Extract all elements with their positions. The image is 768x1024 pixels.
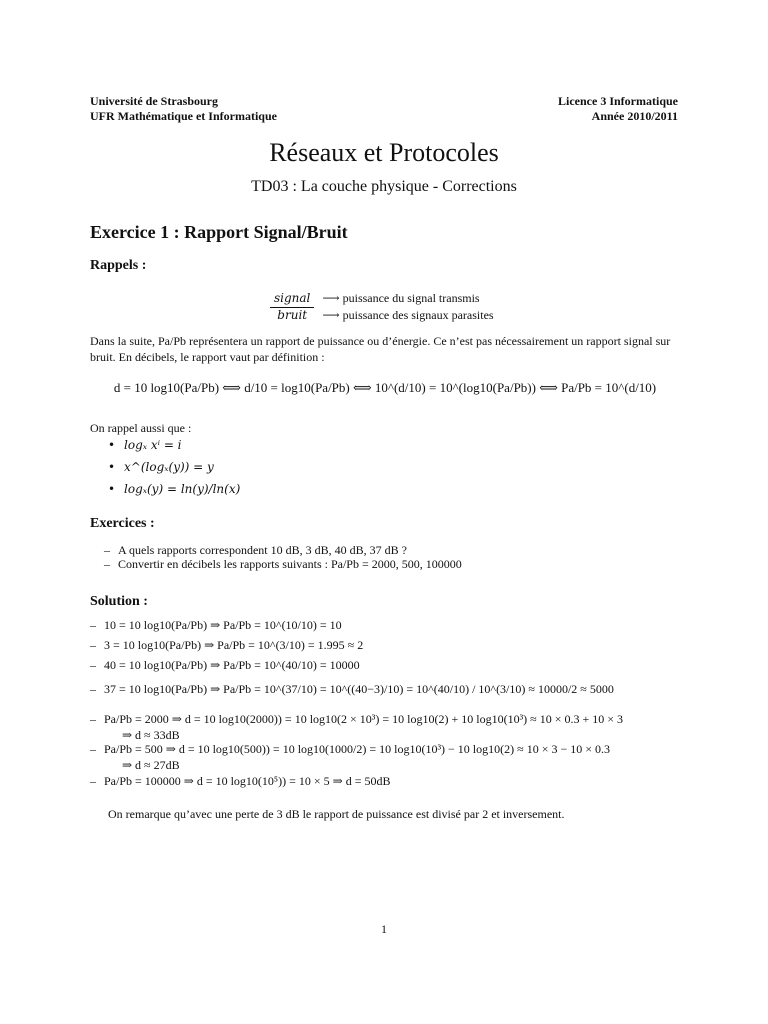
university-name: Université de Strasbourg [90,94,218,108]
rappels-heading: Rappels : [90,258,147,273]
solution-item: – 3 = 10 log10(Pa/Pb) ⇒ Pa/Pb = 10^(3/10) = 1.995 ≈ 2 [104,638,363,653]
exercise-title: Exercice 1 : Rapport Signal/Bruit [90,222,348,242]
document-title: Réseaux et Protocoles [269,138,499,167]
remark-paragraph: On remarque qu’avec une perte de 3 dB le rapport de puissance est divisé par 2 et inversement. [108,807,565,821]
denominator-description: ⟶ puissance des signaux parasites [322,308,494,322]
intro-paragraph: Dans la suite, Pa/Pb représentera un rapport de puissance ou d’énergie. Ce n’est pas nécessairement un rapport signal sur bruit. En décibels, le rapport vaut par définition : [90,334,671,364]
log-rule: • logₓ xⁱ = i [106,438,240,460]
academic-year: Année 2010/2011 [591,109,678,123]
solution-item: – Pa/Pb = 2000 ⇒ d = 10 log10(2000)) = 10 log10(2 × 10³) = 10 log10(2) + 10 log10(10³) ≈ 10 × 0.3 + 10 × 3 [104,712,623,727]
question-item: – Convertir en décibels les rapports suivants : Pa/Pb = 2000, 500, 100000 [104,557,684,571]
question-list [104,543,684,571]
department-name: UFR Mathématique et Informatique [90,109,277,123]
numerator-description: ⟶ puissance du signal transmis [322,291,480,305]
header-left [90,94,277,124]
log-rules-list [106,438,240,504]
signal-bruit-definition [270,291,494,324]
decibel-definition: d = 10 log10(Pa/Pb) ⟺ d/10 = log10(Pa/Pb) ⟺ 10^(d/10) = 10^(log10(Pa/Pb)) ⟺ Pa/Pb = 10^(d/10) [113,380,657,395]
log-rule: • x^(logₓ(y)) = y [106,460,240,482]
fraction-numerator: signal [270,291,314,308]
course-level: Licence 3 Informatique [558,94,678,108]
solution-result: ⇒ d ≈ 33dB [122,728,180,742]
solution-item: – 40 = 10 log10(Pa/Pb) ⇒ Pa/Pb = 10^(40/10) = 10000 [104,658,360,673]
document-subtitle: TD03 : La couche physique - Corrections [251,178,517,195]
header-right [558,94,678,124]
log-rule: • logₓ(y) = ln(y)/ln(x) [106,482,240,504]
solution-item: – Pa/Pb = 500 ⇒ d = 10 log10(500)) = 10 log10(1000/2) = 10 log10(10³) − 10 log10(2) ≈ 10 × 3 − 10 × 0.3 [104,742,610,757]
page-number: 1 [381,922,387,936]
solution-item: – 10 = 10 log10(Pa/Pb) ⇒ Pa/Pb = 10^(10/10) = 10 [104,618,342,633]
solution-result: ⇒ d ≈ 27dB [122,758,180,772]
fraction-denominator: bruit [277,308,308,322]
exercices-heading: Exercices : [90,516,155,531]
question-item: – A quels rapports correspondent 10 dB, 3 dB, 40 dB, 37 dB ? [104,543,684,557]
solution-item: – Pa/Pb = 100000 ⇒ d = 10 log10(10⁵)) = 10 × 5 ⇒ d = 50dB [104,774,390,789]
recall-intro: On rappel aussi que : [90,421,192,435]
solution-item: – 37 = 10 log10(Pa/Pb) ⇒ Pa/Pb = 10^(37/10) = 10^((40−3)/10) = 10^(40/10) / 10^(3/10) ≈ 10000/2 ≈ 5000 [104,682,614,697]
solution-heading: Solution : [90,594,148,609]
